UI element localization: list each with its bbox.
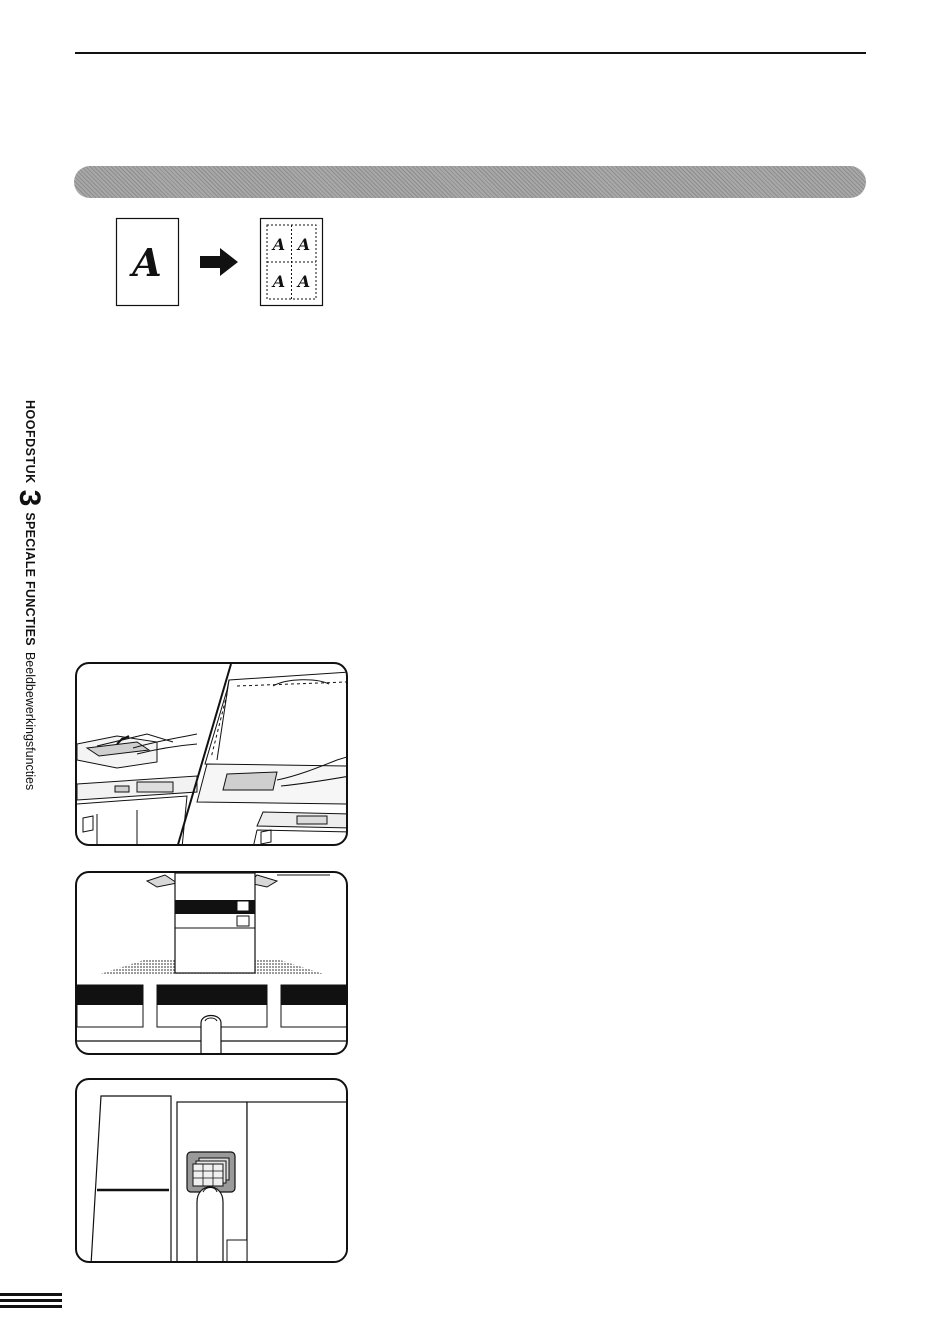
top-rule [75,52,866,54]
page-corner-marks [0,1293,62,1311]
original-letter: A [132,240,162,285]
chapter-number: 3 [13,489,46,507]
result-letter: A [272,272,286,291]
result-letter: A [272,235,286,254]
arrow-right-icon [200,248,238,276]
section-header-bar [74,166,866,198]
step-illustration-place-original [75,662,348,846]
original-page [117,219,179,306]
chapter-sidebar [13,400,52,860]
key-press-illustration [77,1080,348,1263]
section-name: Beeldbewerkingsfuncties [23,651,37,791]
copier-loading-illustration [77,664,348,846]
result-page [261,219,323,306]
step-illustration-touch-screen [75,871,348,1055]
step-illustration-press-key [75,1078,348,1263]
result-letter: A [297,272,311,291]
multi-page-enlargement-key-icon[interactable] [187,1152,235,1192]
chapter-label: HOOFDSTUK [23,400,37,484]
chapter-sidebar-text [12,400,46,790]
enlargement-diagram [110,212,340,312]
chapter-title: SPECIALE FUNCTIES [23,512,37,646]
result-letter: A [297,235,311,254]
touch-panel-illustration [77,873,348,1055]
